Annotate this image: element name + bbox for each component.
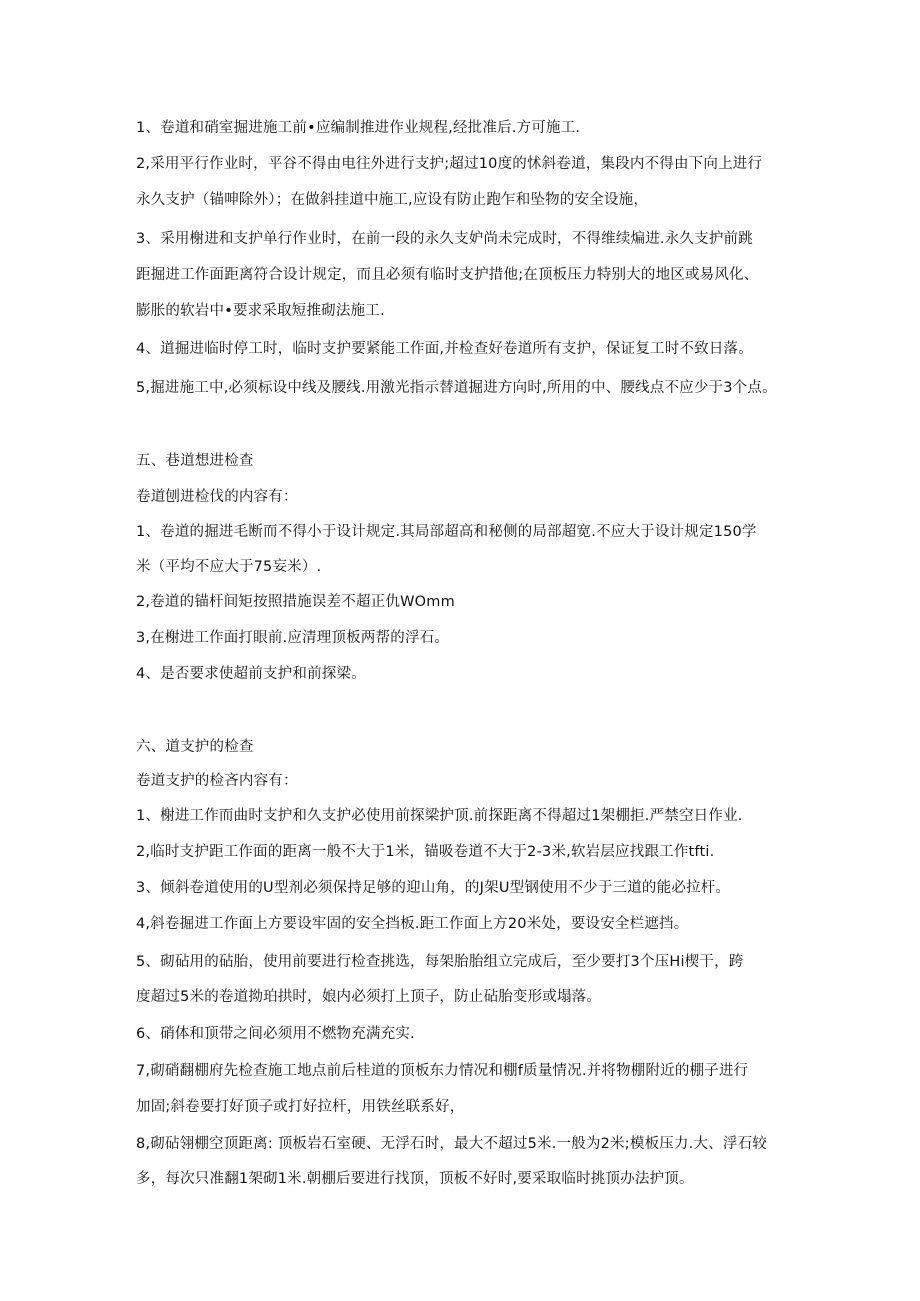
paragraph-line: 5,掘进施工中,必须标设中线及腰线.用激光指示替道掘进方向时,所用的中、腰线点不应少于3个点。: [136, 380, 777, 396]
paragraph-line: 2,临时支护距工作面的距离一般不大于1米，锚吸卷道不大于2-3米,软岩层应找跟工作tfti.: [136, 844, 715, 860]
section-heading-5: 五、巷道想进检查: [136, 453, 254, 469]
paragraph-line: 3、倾斜卷道使用的U型剂必须保持足够的迎山角，的J架U型钢使用不少于三道的能必拉杆。: [136, 880, 731, 896]
paragraph-line: 1、卷道的掘进毛断而不得小于设计规定.其局部超高和秘侧的局部超宽.不应大于设计规定150学: [136, 524, 757, 540]
section-intro: 卷道刨进检伐的内容有：: [136, 489, 298, 505]
paragraph-line: 8,砌砧翎棚空顶距离: 顶板岩石室硬、无浮石时，最大不超过5米.一般为2米;模板压力.大、浮石较: [136, 1136, 767, 1152]
paragraph-line: 膨胀的软岩中•要求采取短推砌法施工.: [136, 303, 385, 319]
paragraph-line: 加固;斜卷要打好顶子或打好拉杆，用铁丝联系好，: [136, 1099, 465, 1115]
paragraph-line: 2,卷道的锚杆间矩按照措施误差不超正仇WOmm: [136, 594, 455, 610]
paragraph-line: 3,在榭进工作面打眼前.应清理顶板两帮的浮石。: [136, 630, 450, 646]
paragraph-line: 米（平均不应大于75妄米）.: [136, 559, 322, 575]
paragraph-line: 1、卷道和硝室掘进施工前•应编制推进作业规程,经批准后.方可施工.: [136, 120, 581, 136]
paragraph-line: 5、砌砧用的砧胎，使用前要进行检查挑选，每架胎胎组立完成后，至少要打3个压Hi楔干，跨: [136, 954, 744, 970]
paragraph-line: 距掘进工作面距离符合设计规定，而且必须有临时支护措他;在顶板压力特别大的地区或易风化、: [136, 267, 759, 283]
paragraph-line: 多，每次只准翻1架砌1米.朝棚后要进行找顶，顶板不好时,要采取临时挑顶办法护顶。: [136, 1171, 694, 1187]
paragraph-line: 度超过5米的卷道拗珀拱时，娘内必须打上顶子，防止砧胎变形或塌落。: [136, 989, 602, 1005]
paragraph-line: 4,斜卷掘进工作面上方要设牢固的安全挡板.距工作面上方20米处，要设安全栏遮挡。: [136, 916, 689, 932]
paragraph-line: 7,砌硝翻棚府先检查施工地点前后桂道的顶板东力情况和棚f质量情况.并将物棚附近的棚子进行: [136, 1063, 749, 1079]
section-intro: 卷道支护的检吝内容有：: [136, 773, 298, 789]
paragraph-line: 4、道掘进临时停工时，临时支护要紧能工作面,并检查好卷道所有支护，保证复工时不致日落。: [136, 341, 753, 357]
paragraph-line: 1、榭进工作而曲时支护和久支护必使用前探梁护顶.前探距离不得超过1架棚拒.严禁空日作业.: [136, 808, 743, 824]
paragraph-line: 4、是否要求使超前支护和前探梁。: [136, 666, 366, 682]
section-heading-6: 六、道支护的检查: [136, 739, 254, 755]
paragraph-line: 6、硝体和顶带之间必须用不燃物充满充实.: [136, 1026, 415, 1042]
paragraph-line: 2,采用平行作业时，平谷不得由电往外进行支护;超过10度的怵斜卷道，集段内不得由下向上进行: [136, 156, 763, 172]
paragraph-line: 3、采用榭进和支护单行作业时，在前一段的永久支妒尚未完成时，不得维续煸进.永久支护前跳: [136, 231, 753, 247]
paragraph-line: 永久支护（锚呻除外）；在做斜挂道中施工,应设有防止跑乍和坠物的安全设施，: [136, 192, 649, 208]
